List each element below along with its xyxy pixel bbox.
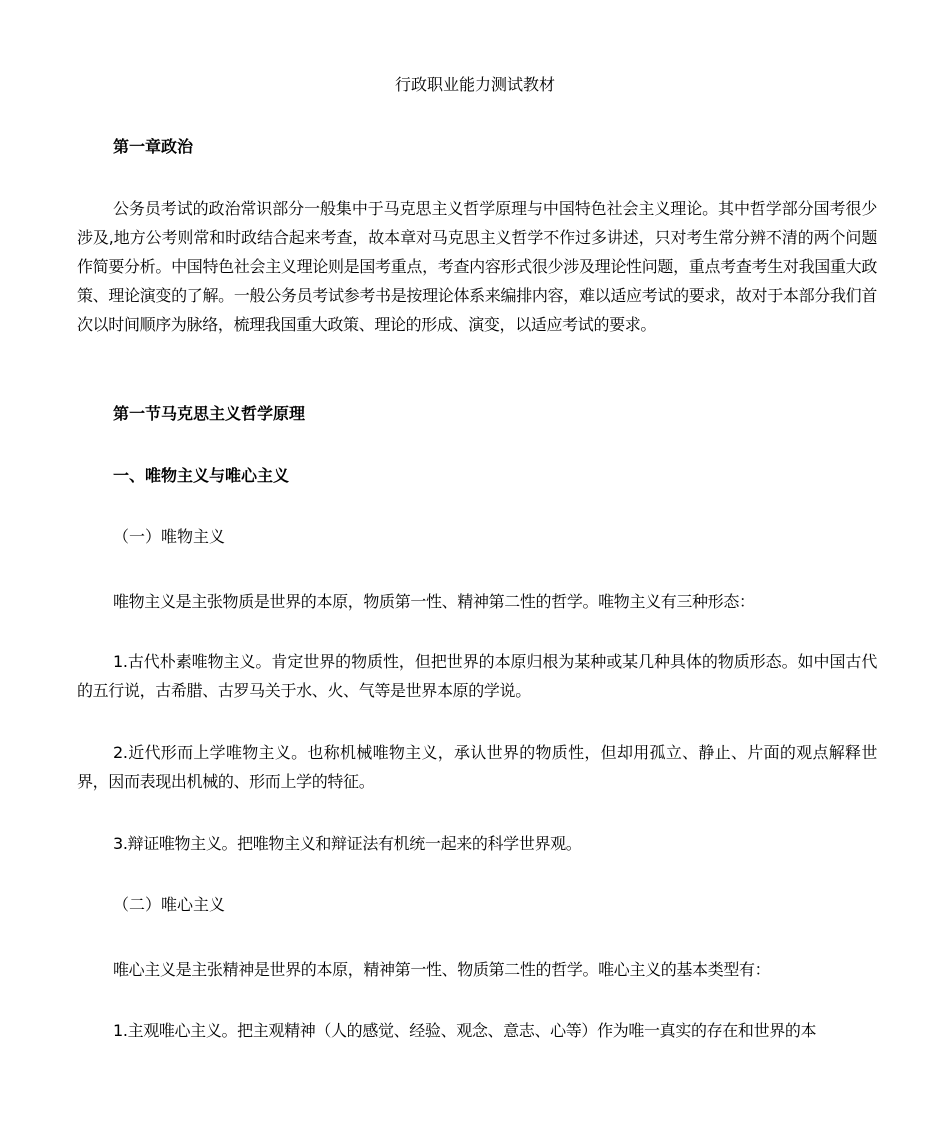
chapter-heading: 第一章政治: [113, 137, 194, 156]
idealism-subheading: （二）唯心主义: [113, 895, 226, 914]
materialism-item-2: 2.近代形而上学唯物主义。也称机械唯物主义，承认世界的物质性，但却用孤立、静止、片面的观点解释世界，因而表现出机械的、形而上学的特征。: [77, 743, 877, 791]
materialism-definition: 唯物主义是主张物质是世界的本原，物质第一性、精神第二性的哲学。唯物主义有三种形态：: [113, 592, 755, 611]
materialism-item-3: 3.辩证唯物主义。把唯物主义和辩证法有机统一起来的科学世界观。: [113, 834, 582, 853]
idealism-item-1: 1.主观唯心主义。把主观精神（人的感觉、经验、观念、意志、心等）作为唯一真实的存在和世界的本: [113, 1021, 817, 1040]
document-title: 行政职业能力测试教材: [394, 75, 555, 94]
idealism-definition: 唯心主义是主张精神是世界的本原，精神第一性、物质第二性的哲学。唯心主义的基本类型有：: [113, 960, 771, 979]
section-heading: 第一节马克思主义哲学原理: [113, 404, 306, 423]
topic-heading: 一、唯物主义与唯心主义: [113, 466, 290, 485]
materialism-item-1: 1.古代朴素唯物主义。肯定世界的物质性，但把世界的本原归根为某种或某几种具体的物质形态。如中国古代的五行说，古希腊、古罗马关于水、火、气等是世界本原的学说。: [77, 652, 877, 700]
materialism-subheading: （一）唯物主义: [113, 527, 226, 546]
intro-paragraph: 公务员考试的政治常识部分一般集中于马克思主义哲学原理与中国特色社会主义理论。其中哲学部分国考很少涉及,地方公考则常和时政结合起来考查，故本章对马克思主义哲学不作过多讲述，只对考生常分辨不清的两个问题作简要分析。中国特色社会主义理论则是国考重点，考查内容形式很少涉及理论性问题，重点考查考生对我国重大政策、理论演变的了解。一般公务员考试参考书是按理论体系来编排内容，难以适应考试的要求，故对于本部分我们首次以时间顺序为脉络，梳理我国重大政策、理论的形成、演变，以适应考试的要求。: [77, 199, 877, 334]
